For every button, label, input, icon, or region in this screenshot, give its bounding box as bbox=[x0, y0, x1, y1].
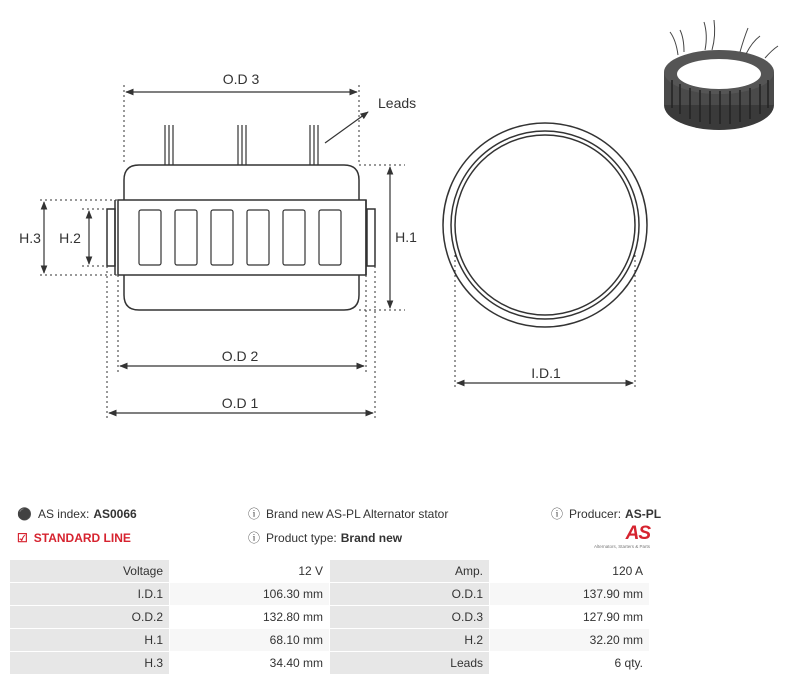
h3-label: H.3 bbox=[19, 230, 41, 246]
table-row bbox=[10, 606, 650, 629]
product-type-value: Brand new bbox=[340, 531, 403, 545]
producer bbox=[551, 507, 661, 521]
product-type-label: Product type: bbox=[266, 531, 337, 545]
spec-value: 106.30 mm bbox=[170, 583, 330, 606]
spec-label: O.D.1 bbox=[330, 583, 490, 606]
tag-icon: ⚫ bbox=[17, 507, 32, 521]
as-index-value: AS0066 bbox=[93, 507, 137, 521]
spec-label: H.3 bbox=[10, 652, 170, 675]
stator-top-view bbox=[443, 123, 647, 327]
spec-label: Amp. bbox=[330, 560, 490, 583]
table-row bbox=[10, 629, 650, 652]
spec-value: 34.40 mm bbox=[170, 652, 330, 675]
spec-label: Voltage bbox=[10, 560, 170, 583]
standard-line bbox=[17, 531, 131, 545]
info-icon: ⓘ bbox=[248, 531, 261, 545]
spec-value: 12 V bbox=[170, 560, 330, 583]
h1-label: H.1 bbox=[395, 229, 417, 245]
stator-side-view bbox=[107, 165, 375, 310]
spec-value: 32.20 mm bbox=[490, 629, 650, 652]
stator-core-slots bbox=[139, 210, 341, 265]
spec-label: O.D.2 bbox=[10, 606, 170, 629]
od3-label: O.D 3 bbox=[222, 71, 260, 87]
logo-mark: AS bbox=[625, 523, 650, 544]
as-index-label: AS index: bbox=[37, 507, 90, 521]
logo-tagline: Alternators, Starters & Parts bbox=[593, 544, 650, 549]
leads-label: Leads bbox=[378, 95, 417, 111]
id1-label: I.D.1 bbox=[531, 365, 561, 381]
table-row bbox=[10, 583, 650, 606]
product-type bbox=[248, 531, 402, 545]
spec-label: Leads bbox=[330, 652, 490, 675]
producer-value: AS-PL bbox=[625, 507, 662, 521]
od1-label: O.D 1 bbox=[221, 395, 259, 411]
producer-label: Producer: bbox=[569, 507, 622, 521]
standard-line-label: STANDARD LINE bbox=[33, 531, 131, 545]
stator-leads bbox=[165, 125, 318, 165]
table-row bbox=[10, 560, 650, 583]
spec-value: 132.80 mm bbox=[170, 606, 330, 629]
spec-label: H.1 bbox=[10, 629, 170, 652]
table-row bbox=[10, 652, 650, 675]
info-icon: ⓘ bbox=[248, 507, 261, 521]
info-icon: ⓘ bbox=[551, 507, 564, 521]
spec-value: 127.90 mm bbox=[490, 606, 650, 629]
spec-value: 137.90 mm bbox=[490, 583, 650, 606]
specs-table bbox=[9, 559, 650, 675]
spec-label: H.2 bbox=[330, 629, 490, 652]
spec-label: I.D.1 bbox=[10, 583, 170, 606]
spec-label: O.D.3 bbox=[330, 606, 490, 629]
checkbox-icon: ☑ bbox=[17, 531, 28, 545]
od2-label: O.D 2 bbox=[221, 348, 259, 364]
as-index bbox=[17, 507, 137, 521]
spec-value: 6 qty. bbox=[490, 652, 650, 675]
spec-value: 120 A bbox=[490, 560, 650, 583]
description-text: Brand new AS-PL Alternator stator bbox=[266, 507, 449, 521]
spec-value: 68.10 mm bbox=[170, 629, 330, 652]
as-pl-logo bbox=[586, 523, 650, 553]
description bbox=[248, 507, 448, 521]
product-photo bbox=[664, 20, 778, 130]
h2-label: H.2 bbox=[59, 230, 81, 246]
